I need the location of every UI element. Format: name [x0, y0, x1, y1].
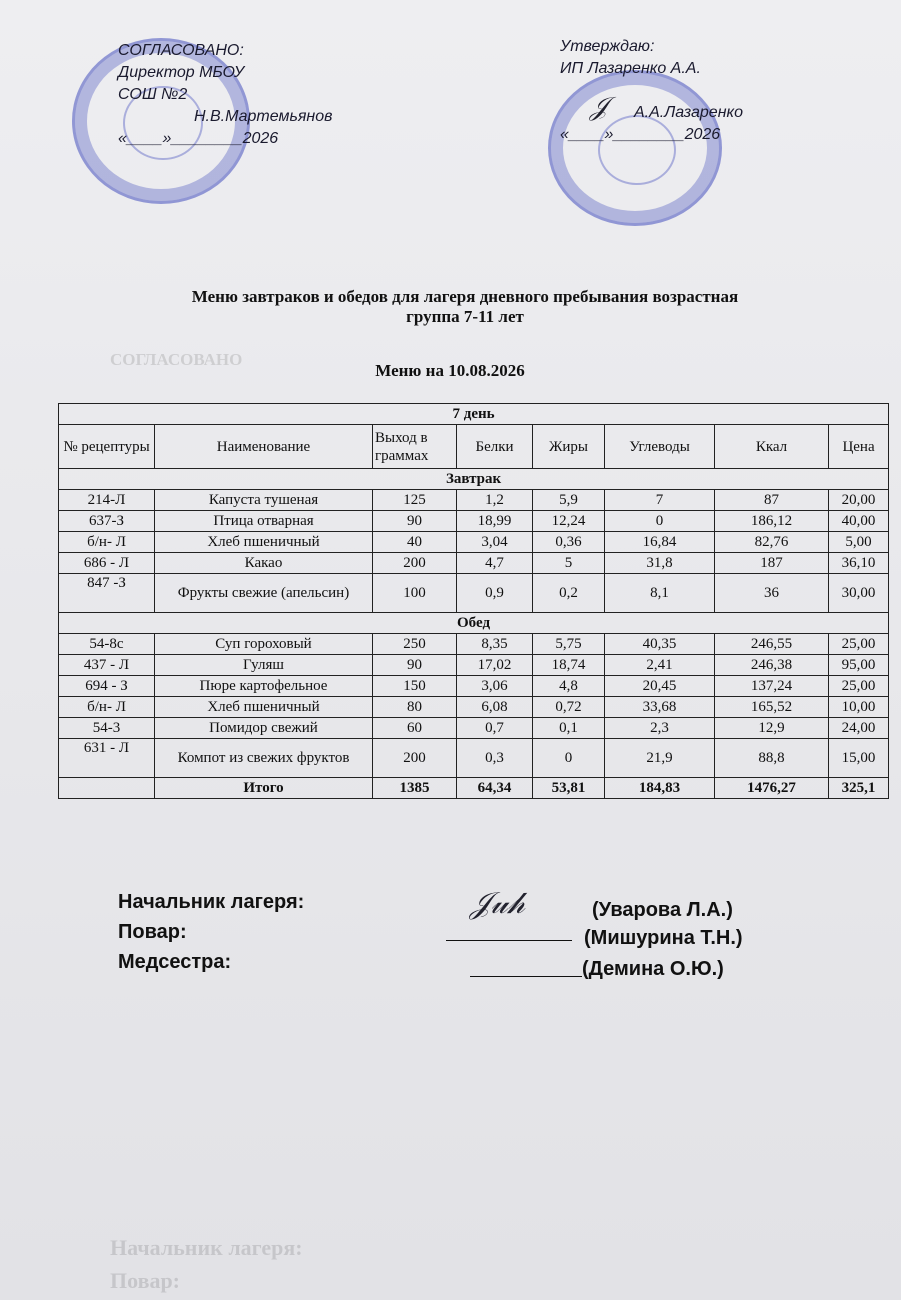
cell: 5,75 [533, 634, 605, 655]
cell: 631 - Л [59, 739, 155, 778]
cell: 125 [373, 490, 457, 511]
cell: 33,68 [605, 697, 715, 718]
cell: 2,3 [605, 718, 715, 739]
cell: Помидор свежий [155, 718, 373, 739]
signature-line-nurse [470, 976, 582, 977]
section-lunch-label: Обед [59, 613, 889, 634]
section-lunch-row [59, 613, 889, 634]
director-signature-mark: 𝒥 [590, 92, 608, 122]
cell: 87 [715, 490, 829, 511]
cell: 16,84 [605, 532, 715, 553]
cell: 12,24 [533, 511, 605, 532]
total-cell [59, 778, 155, 799]
cell: 8,35 [457, 634, 533, 655]
cell: 186,12 [715, 511, 829, 532]
cell: 246,55 [715, 634, 829, 655]
cell: Фрукты свежие (апельсин) [155, 574, 373, 613]
total-label: Итого [155, 778, 373, 799]
cell: 17,02 [457, 655, 533, 676]
cell: Хлеб пшеничный [155, 697, 373, 718]
signature-name-nurse: (Демина О.Ю.) [582, 958, 724, 980]
table-row [59, 739, 889, 778]
cell: 88,8 [715, 739, 829, 778]
header-proteins: Белки [457, 425, 533, 469]
signature-label-cook: Повар: [118, 921, 187, 943]
cell: 10,00 [829, 697, 889, 718]
table-row [59, 553, 889, 574]
cell: Пюре картофельное [155, 676, 373, 697]
cell: 80 [373, 697, 457, 718]
table-row [59, 511, 889, 532]
cell: 847 -З [59, 574, 155, 613]
cell: 187 [715, 553, 829, 574]
cell: 95,00 [829, 655, 889, 676]
cell: 15,00 [829, 739, 889, 778]
cell: 90 [373, 511, 457, 532]
approval-left-line3: СОШ №2 [118, 86, 188, 103]
cell: Какао [155, 553, 373, 574]
cell: б/н- Л [59, 697, 155, 718]
cell: 40,35 [605, 634, 715, 655]
approval-right-line4: «____»________2026 [560, 126, 721, 143]
cell: 40 [373, 532, 457, 553]
header-carbs: Углеводы [605, 425, 715, 469]
cell: 0 [533, 739, 605, 778]
header-fats: Жиры [533, 425, 605, 469]
section-breakfast-label: Завтрак [59, 469, 889, 490]
table-total-row [59, 778, 889, 799]
cell: 137,24 [715, 676, 829, 697]
signature-line-cook [446, 940, 572, 941]
bleed-through-ghost-1: СОГЛАСОВАНО [110, 350, 243, 369]
cell: 3,04 [457, 532, 533, 553]
total-cell: 1476,27 [715, 778, 829, 799]
cell: 637-З [59, 511, 155, 532]
menu-title-line2: группа 7-11 лет [406, 307, 524, 326]
cell: 694 - З [59, 676, 155, 697]
approval-left-line2: Директор МБОУ [118, 64, 245, 81]
cell: 4,8 [533, 676, 605, 697]
approval-left-line4: Н.В.Мартемьянов [194, 108, 333, 125]
cell: 18,74 [533, 655, 605, 676]
cell: 246,38 [715, 655, 829, 676]
cell: 0 [605, 511, 715, 532]
cell: 150 [373, 676, 457, 697]
table-row [59, 490, 889, 511]
cell: Компот из свежих фруктов [155, 739, 373, 778]
cell: 250 [373, 634, 457, 655]
approval-right-line1: Утверждаю: [560, 38, 655, 55]
cell: Гуляш [155, 655, 373, 676]
menu-date: Меню на 10.08.2026 [375, 361, 525, 380]
cell: Суп гороховый [155, 634, 373, 655]
table-row [59, 676, 889, 697]
cell: 40,00 [829, 511, 889, 532]
cell: 0,9 [457, 574, 533, 613]
cell: 4,7 [457, 553, 533, 574]
cell: б/н- Л [59, 532, 155, 553]
approval-right-line3: А.А.Лазаренко [634, 104, 743, 121]
cell: 100 [373, 574, 457, 613]
cell: 36 [715, 574, 829, 613]
cell: 82,76 [715, 532, 829, 553]
cell: 54-8с [59, 634, 155, 655]
total-cell: 325,1 [829, 778, 889, 799]
menu-table [58, 403, 889, 799]
cell: 0,7 [457, 718, 533, 739]
signature-label-nurse: Медсестра: [118, 951, 232, 973]
cell: 25,00 [829, 634, 889, 655]
cell: 30,00 [829, 574, 889, 613]
cell: Хлеб пшеничный [155, 532, 373, 553]
total-cell: 184,83 [605, 778, 715, 799]
cell: 20,00 [829, 490, 889, 511]
cell: 200 [373, 553, 457, 574]
signature-name-cook: (Мишурина Т.Н.) [584, 927, 743, 949]
handwritten-signature-mark: 𝒥𝓊𝒽 [470, 886, 525, 921]
cell: 8,1 [605, 574, 715, 613]
cell: 12,9 [715, 718, 829, 739]
table-row [59, 532, 889, 553]
cell: 0,72 [533, 697, 605, 718]
total-cell: 53,81 [533, 778, 605, 799]
cell: Птица отварная [155, 511, 373, 532]
bleed-through-ghost-3: Повар: [110, 1268, 181, 1293]
cell: 3,06 [457, 676, 533, 697]
cell: 21,9 [605, 739, 715, 778]
header-kcal: Ккал [715, 425, 829, 469]
approval-left-line5: «____»________2026 [118, 130, 279, 147]
cell: 36,10 [829, 553, 889, 574]
cell: 90 [373, 655, 457, 676]
cell: 0,3 [457, 739, 533, 778]
cell: 686 - Л [59, 553, 155, 574]
cell: 2,41 [605, 655, 715, 676]
approval-left [118, 40, 332, 150]
cell: 0,2 [533, 574, 605, 613]
cell: 200 [373, 739, 457, 778]
cell: Капуста тушеная [155, 490, 373, 511]
table-row [59, 718, 889, 739]
cell: 0,1 [533, 718, 605, 739]
total-cell: 64,34 [457, 778, 533, 799]
cell: 437 - Л [59, 655, 155, 676]
signature-name-camp-head: (Уварова Л.А.) [592, 899, 733, 921]
signature-label-camp-head: Начальник лагеря: [118, 891, 305, 913]
header-yield: Выход в граммах [373, 425, 457, 469]
total-cell: 1385 [373, 778, 457, 799]
table-row [59, 655, 889, 676]
day-label: 7 день [59, 404, 889, 425]
cell: 20,45 [605, 676, 715, 697]
header-recipe-no: № рецептуры [59, 425, 155, 469]
cell: 165,52 [715, 697, 829, 718]
bleed-through-ghost-2: Начальник лагеря: [110, 1235, 303, 1260]
table-header-row [59, 425, 889, 469]
cell: 5 [533, 553, 605, 574]
header-name: Наименование [155, 425, 373, 469]
cell: 24,00 [829, 718, 889, 739]
section-breakfast-row [59, 469, 889, 490]
cell: 214-Л [59, 490, 155, 511]
cell: 31,8 [605, 553, 715, 574]
cell: 6,08 [457, 697, 533, 718]
cell: 1,2 [457, 490, 533, 511]
menu-title-line1: Меню завтраков и обедов для лагеря дневного пребывания возрастная [191, 287, 739, 306]
cell: 54-3 [59, 718, 155, 739]
cell: 5,00 [829, 532, 889, 553]
table-row [59, 634, 889, 655]
table-day-row [59, 404, 889, 425]
approval-right-line2: ИП Лазаренко А.А. [560, 60, 701, 77]
cell: 25,00 [829, 676, 889, 697]
table-row [59, 697, 889, 718]
approval-left-line1: СОГЛАСОВАНО: [118, 42, 244, 59]
cell: 7 [605, 490, 715, 511]
table-row [59, 574, 889, 613]
cell: 0,36 [533, 532, 605, 553]
cell: 18,99 [457, 511, 533, 532]
approval-right [560, 36, 743, 146]
cell: 5,9 [533, 490, 605, 511]
cell: 60 [373, 718, 457, 739]
header-price: Цена [829, 425, 889, 469]
